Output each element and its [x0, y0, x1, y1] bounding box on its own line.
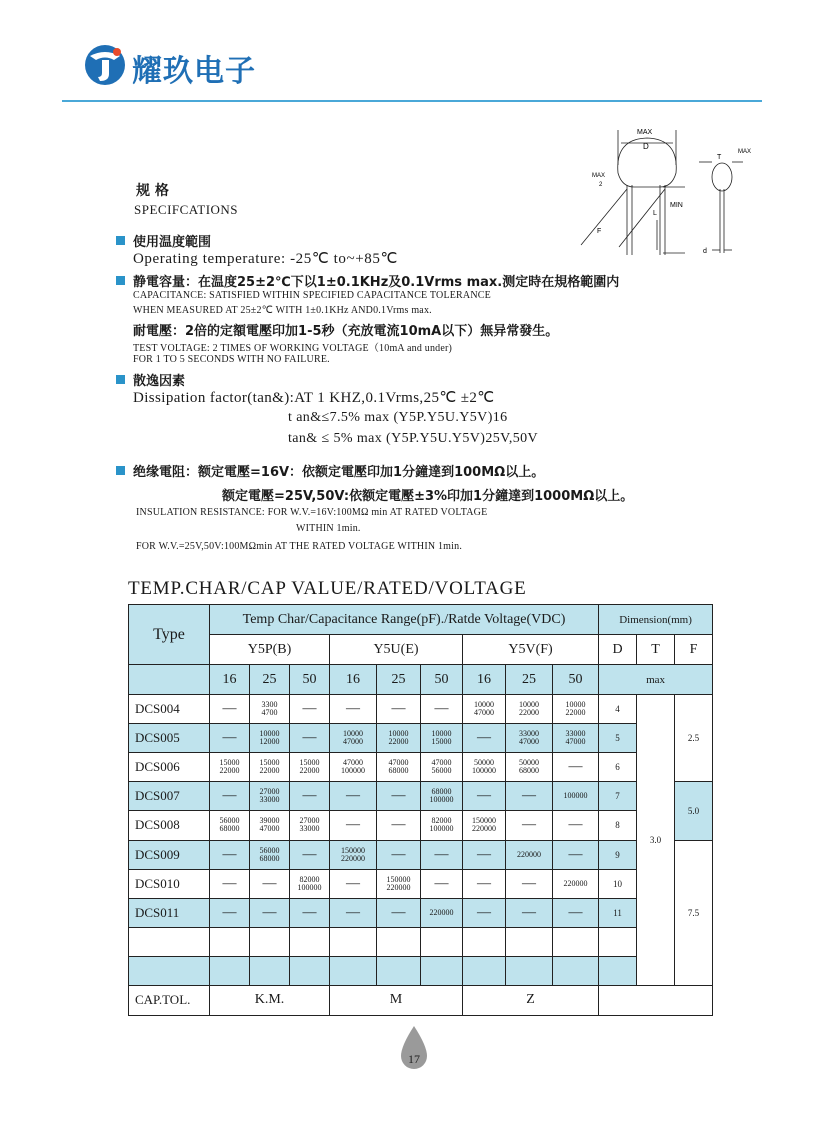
cap-min: 220000	[563, 878, 588, 888]
empty-cell	[599, 927, 637, 956]
cap-max: 47000	[259, 824, 280, 834]
empty-cell	[330, 927, 377, 956]
voltage-header: 25	[250, 665, 290, 695]
empty-cell	[553, 956, 599, 985]
cap-max: 47000	[519, 737, 539, 747]
cap-max: 100000	[472, 766, 496, 776]
cap-max: 22000	[259, 766, 280, 776]
capacitance-cell	[553, 869, 599, 898]
cap-max: 68000	[519, 766, 539, 776]
capacitance-cell	[290, 869, 330, 898]
cap-max: 100000	[297, 882, 322, 892]
diagram-min-label: MIN	[670, 202, 683, 209]
spec-heading-zh: 规 格	[136, 183, 169, 199]
capacitance-cell	[330, 724, 377, 753]
bullet-icon	[116, 276, 125, 285]
table-row	[129, 753, 713, 782]
capacitance-cell	[553, 782, 599, 811]
table-row	[129, 811, 713, 840]
empty-value-cell: —	[330, 869, 377, 898]
empty-value-cell: —	[377, 782, 421, 811]
diagram-max-label: MAX	[637, 129, 653, 136]
cap-min: 56000	[219, 816, 240, 826]
cap-max: 100000	[429, 795, 454, 805]
group-header-y5p: Y5P(B)	[210, 635, 330, 665]
capacitance-cell	[377, 869, 421, 898]
test-voltage-en-2: FOR 1 TO 5 SECONDS WITH NO FAILURE.	[133, 354, 330, 365]
cap-min: 220000	[517, 849, 541, 859]
capacitance-cell	[421, 782, 463, 811]
empty-value-cell: —	[506, 782, 553, 811]
capacitance-cell	[421, 898, 463, 927]
empty-value-cell: —	[463, 869, 506, 898]
capacitance-cell	[421, 724, 463, 753]
cap-max: 68000	[219, 824, 240, 834]
empty-value-cell: —	[290, 724, 330, 753]
capacitance-cell	[506, 695, 553, 724]
capacitance-cell	[463, 753, 506, 782]
bullet-icon	[116, 466, 125, 475]
cap-min: 82000	[431, 816, 452, 826]
dimension-diagram	[575, 125, 765, 265]
empty-value-cell: —	[421, 695, 463, 724]
cap-min: 47000	[343, 758, 363, 768]
empty-cell	[506, 927, 553, 956]
diagram-max-label-3: MAX	[738, 149, 752, 155]
op-temp-en: Operating temperature: -25℃ to~+85℃	[133, 251, 398, 267]
type-header: Type	[129, 605, 210, 665]
cap-min: 10000	[565, 700, 586, 710]
empty-value-cell: —	[506, 869, 553, 898]
insulation-zh-row	[116, 461, 544, 480]
page-number: 17	[408, 1052, 420, 1066]
capacitance-cell	[250, 695, 290, 724]
dim-d-cell: 4	[599, 695, 637, 724]
capacitance-cell	[210, 753, 250, 782]
dim-d-cell: 7	[599, 782, 637, 811]
empty-value-cell: —	[506, 811, 553, 840]
cap-min: 10000	[343, 729, 363, 739]
tolerance-value: M	[330, 985, 463, 1015]
capacitance-cell	[506, 840, 553, 869]
voltage-header: 25	[506, 665, 553, 695]
empty-value-cell: —	[250, 869, 290, 898]
tolerance-value: Z	[463, 985, 599, 1015]
tolerance-row	[129, 985, 713, 1015]
dim-d-cell: 10	[599, 869, 637, 898]
empty-value-cell: —	[290, 898, 330, 927]
cap-min: 15000	[259, 758, 280, 768]
voltage-header: 50	[290, 665, 330, 695]
row-type: DCS005	[129, 724, 210, 753]
cap-max: 47000	[474, 708, 494, 718]
cap-zh-row	[116, 271, 619, 290]
dim-d-cell: 11	[599, 898, 637, 927]
empty-value-cell: —	[421, 840, 463, 869]
capacitance-cell	[250, 840, 290, 869]
dissipation-zh-row	[116, 370, 185, 389]
dim-f-cell: 7.5	[675, 840, 713, 985]
op-temp-zh-row	[116, 231, 211, 250]
empty-value-cell: —	[290, 695, 330, 724]
cap-min: 15000	[219, 758, 240, 768]
empty-cell	[129, 927, 210, 956]
diagram-f-label: F	[597, 228, 602, 235]
empty-value-cell: —	[553, 811, 599, 840]
empty-cell	[250, 956, 290, 985]
brand-name: 耀玖电子	[132, 54, 256, 89]
table-row	[129, 724, 713, 753]
cap-min: 47000	[388, 758, 409, 768]
capacitance-cell	[421, 753, 463, 782]
empty-value-cell: —	[553, 840, 599, 869]
dim-header-t: T	[637, 635, 675, 665]
dissipation-line-3: tan& ≤ 5% max (Y5P.Y5U.Y5V)25V,50V	[288, 431, 539, 446]
cap-min: 56000	[259, 845, 280, 855]
row-type: DCS010	[129, 869, 210, 898]
table-row	[129, 840, 713, 869]
empty-value-cell: —	[210, 724, 250, 753]
cap-min: 10000	[519, 700, 539, 710]
empty-value-cell: —	[377, 695, 421, 724]
cap-zh: 静電容量：在温度25±2℃下以1±0.1KHz及0.1Vrms max.测定時在規格範圍内	[133, 275, 620, 290]
capacitance-cell	[377, 753, 421, 782]
cap-min: 10000	[388, 729, 409, 739]
empty-value-cell: —	[553, 753, 599, 782]
cap-min: 10000	[474, 700, 494, 710]
empty-cell	[506, 956, 553, 985]
empty-value-cell: —	[330, 695, 377, 724]
empty-value-cell: —	[210, 898, 250, 927]
empty-row	[129, 956, 713, 985]
page-number-badge	[397, 1024, 431, 1072]
dim-t-cell: 3.0	[637, 695, 675, 986]
insulation-zh-2: 额定電壓=25V,50V:依额定電壓±3%印加1分鐘達到1000MΩ以上。	[222, 489, 634, 504]
capacitance-cell	[463, 695, 506, 724]
voltage-header: 16	[463, 665, 506, 695]
empty-value-cell: —	[210, 695, 250, 724]
empty-value-cell: —	[210, 869, 250, 898]
table-title: TEMP.CHAR/CAP VALUE/RATED/VOLTAGE	[128, 578, 527, 599]
cap-max: 15000	[431, 737, 452, 747]
empty-value-cell: —	[290, 840, 330, 869]
capacitance-cell	[250, 782, 290, 811]
voltage-header: 25	[377, 665, 421, 695]
empty-value-cell: —	[377, 811, 421, 840]
voltage-header: 16	[210, 665, 250, 695]
diagram-dsmall-label: d	[703, 248, 707, 255]
dim-d-cell: 9	[599, 840, 637, 869]
row-type: DCS009	[129, 840, 210, 869]
capacitance-cell	[506, 753, 553, 782]
empty-value-cell: —	[463, 840, 506, 869]
capacitor-spec-table	[128, 604, 713, 1016]
cap-max: 33000	[259, 795, 280, 805]
cap-min: 15000	[299, 758, 320, 768]
empty-value-cell: —	[506, 898, 553, 927]
empty-cell	[250, 927, 290, 956]
capacitance-cell	[463, 811, 506, 840]
empty-value-cell: —	[330, 782, 377, 811]
cap-max: 22000	[219, 766, 240, 776]
dissipation-en: Dissipation factor(tan&):AT 1 KHZ,0.1Vrms,25℃ ±2℃	[133, 390, 495, 406]
cap-min: 50000	[519, 758, 539, 768]
cap-max: 220000	[386, 882, 411, 892]
dissipation-line-2: t an&≤7.5% max (Y5P.Y5U.Y5V)16	[288, 410, 508, 425]
dissipation-zh: 散逸因素	[133, 374, 186, 389]
spec-heading-en: SPECIFCATIONS	[134, 202, 239, 217]
table-row	[129, 898, 713, 927]
capacitance-cell	[250, 753, 290, 782]
diagram-l-label: L	[653, 210, 657, 217]
cap-min: 100000	[563, 791, 588, 801]
cap-min: 150000	[386, 874, 411, 884]
cap-min: 27000	[299, 816, 320, 826]
diagram-max-label-2: MAX	[592, 173, 606, 179]
cap-en-2: WHEN MEASURED AT 25±2℃ WITH 1±0.1KHz AND0.1Vrms max.	[133, 305, 432, 316]
cap-max: 12000	[259, 737, 280, 747]
cap-min: 220000	[429, 907, 454, 917]
capacitance-cell	[290, 753, 330, 782]
range-header: Temp Char/Capacitance Range(pF)./Ratde Voltage(VDC)	[210, 605, 599, 635]
table-row	[129, 695, 713, 724]
dim-d-cell: 6	[599, 753, 637, 782]
empty-cell	[210, 956, 250, 985]
cap-max: 220000	[341, 853, 365, 863]
dim-f-cell: 5.0	[675, 782, 713, 840]
capacitance-cell	[330, 753, 377, 782]
empty-value-cell: —	[463, 782, 506, 811]
capacitance-cell	[250, 724, 290, 753]
empty-cell	[210, 927, 250, 956]
capacitance-cell	[290, 811, 330, 840]
company-logo	[84, 44, 126, 86]
dim-d-cell: 8	[599, 811, 637, 840]
empty-value-cell: —	[210, 782, 250, 811]
empty-value-cell: —	[377, 898, 421, 927]
voltage-header: 50	[421, 665, 463, 695]
bullet-icon	[116, 236, 125, 245]
empty-value-cell: —	[330, 898, 377, 927]
empty-cell	[463, 956, 506, 985]
capacitance-cell	[377, 724, 421, 753]
cap-max: 22000	[519, 708, 539, 718]
dim-header-f: F	[675, 635, 713, 665]
row-type: DCS008	[129, 811, 210, 840]
insulation-en-1: INSULATION RESISTANCE: FOR W.V.=16V:100MΩ min AT RATED VOLTAGE	[136, 507, 488, 518]
cap-min: 10000	[431, 729, 452, 739]
cap-min: 150000	[341, 845, 365, 855]
dimension-header: Dimension(mm)	[599, 605, 713, 635]
voltage-header: 16	[330, 665, 377, 695]
table-body	[129, 605, 713, 1016]
empty-cell	[553, 927, 599, 956]
test-voltage-zh: 耐電壓：2倍的定額電壓印加1-5秒（充放電流10mA以下）無异常發生。	[133, 324, 559, 339]
insulation-en-3: FOR W.V.=25V,50V:100MΩmin AT THE RATED VOLTAGE WITHIN 1min.	[136, 541, 463, 552]
capacitance-cell	[553, 724, 599, 753]
dim-header-d: D	[599, 635, 637, 665]
empty-value-cell: —	[421, 869, 463, 898]
empty-value-cell: —	[553, 898, 599, 927]
empty-cell	[599, 956, 637, 985]
cap-min: 68000	[431, 787, 452, 797]
cap-max: 4700	[261, 708, 278, 718]
capacitance-cell	[421, 811, 463, 840]
tolerance-label: CAP.TOL.	[129, 985, 210, 1015]
diagram-t-label: T	[717, 154, 722, 161]
cap-min: 150000	[472, 816, 496, 826]
empty-cell	[463, 927, 506, 956]
cap-max: 100000	[341, 766, 365, 776]
table-row	[129, 782, 713, 811]
empty-cell	[377, 927, 421, 956]
empty-value-cell: —	[290, 782, 330, 811]
empty-value-cell: —	[463, 724, 506, 753]
capacitance-cell	[250, 811, 290, 840]
capacitance-cell	[330, 840, 377, 869]
empty-value-cell: —	[210, 840, 250, 869]
cap-min: 33000	[519, 729, 539, 739]
capacitance-cell	[553, 695, 599, 724]
cap-min: 39000	[259, 816, 280, 826]
cap-min: 47000	[431, 758, 452, 768]
diagram-two-label: 2	[599, 182, 603, 188]
cap-max: 100000	[429, 824, 454, 834]
cap-min: 10000	[259, 729, 280, 739]
group-header-y5u: Y5U(E)	[330, 635, 463, 665]
row-type: DCS006	[129, 753, 210, 782]
cap-max: 47000	[343, 737, 363, 747]
op-temp-zh: 使用温度範围	[133, 235, 212, 250]
empty-value-cell: —	[463, 898, 506, 927]
voltage-header: 50	[553, 665, 599, 695]
row-type: DCS007	[129, 782, 210, 811]
empty-cell	[421, 927, 463, 956]
empty-row	[129, 927, 713, 956]
empty-cell	[377, 956, 421, 985]
group-header-y5v: Y5V(F)	[463, 635, 599, 665]
max-label: max	[599, 665, 713, 695]
diagram-d-label: D	[643, 142, 649, 151]
header-divider	[62, 100, 762, 102]
cap-max: 56000	[431, 766, 452, 776]
bullet-icon	[116, 375, 125, 384]
cap-min: 27000	[259, 787, 280, 797]
cap-min: 82000	[299, 874, 320, 884]
empty-value-cell: —	[377, 840, 421, 869]
test-voltage-en-1: TEST VOLTAGE: 2 TIMES OF WORKING VOLTAGE（10mA and under)	[133, 343, 453, 354]
cap-en-1: CAPACITANCE: SATISFIED WITHIN SPECIFIED CAPACITANCE TOLERANCE	[133, 290, 491, 301]
empty-cell	[421, 956, 463, 985]
tolerance-value: K.M.	[210, 985, 330, 1015]
row-type: DCS011	[129, 898, 210, 927]
cap-max: 68000	[388, 766, 409, 776]
cap-max: 220000	[472, 824, 496, 834]
cap-min: 33000	[565, 729, 586, 739]
cap-max: 22000	[299, 766, 320, 776]
empty-cell	[290, 927, 330, 956]
empty-value-cell: —	[330, 811, 377, 840]
table-row	[129, 869, 713, 898]
empty-cell	[290, 956, 330, 985]
insulation-zh-1: 绝缘電阻：额定電壓=16V：依额定電壓印加1分鐘達到100MΩ以上。	[133, 465, 545, 480]
dim-d-cell: 5	[599, 724, 637, 753]
empty-cell	[330, 956, 377, 985]
empty-value-cell: —	[250, 898, 290, 927]
dim-f-cell: 2.5	[675, 695, 713, 782]
cap-min: 3300	[261, 700, 278, 710]
cap-max: 33000	[299, 824, 320, 834]
cap-max: 22000	[388, 737, 409, 747]
empty-cell	[129, 665, 210, 695]
insulation-en-2: WITHIN 1min.	[296, 523, 361, 534]
capacitance-cell	[506, 724, 553, 753]
cap-min: 50000	[474, 758, 494, 768]
cap-max: 47000	[565, 737, 586, 747]
capacitance-cell	[210, 811, 250, 840]
empty-cell	[599, 985, 713, 1015]
empty-cell	[129, 956, 210, 985]
cap-max: 68000	[259, 853, 280, 863]
cap-max: 22000	[565, 708, 586, 718]
row-type: DCS004	[129, 695, 210, 724]
